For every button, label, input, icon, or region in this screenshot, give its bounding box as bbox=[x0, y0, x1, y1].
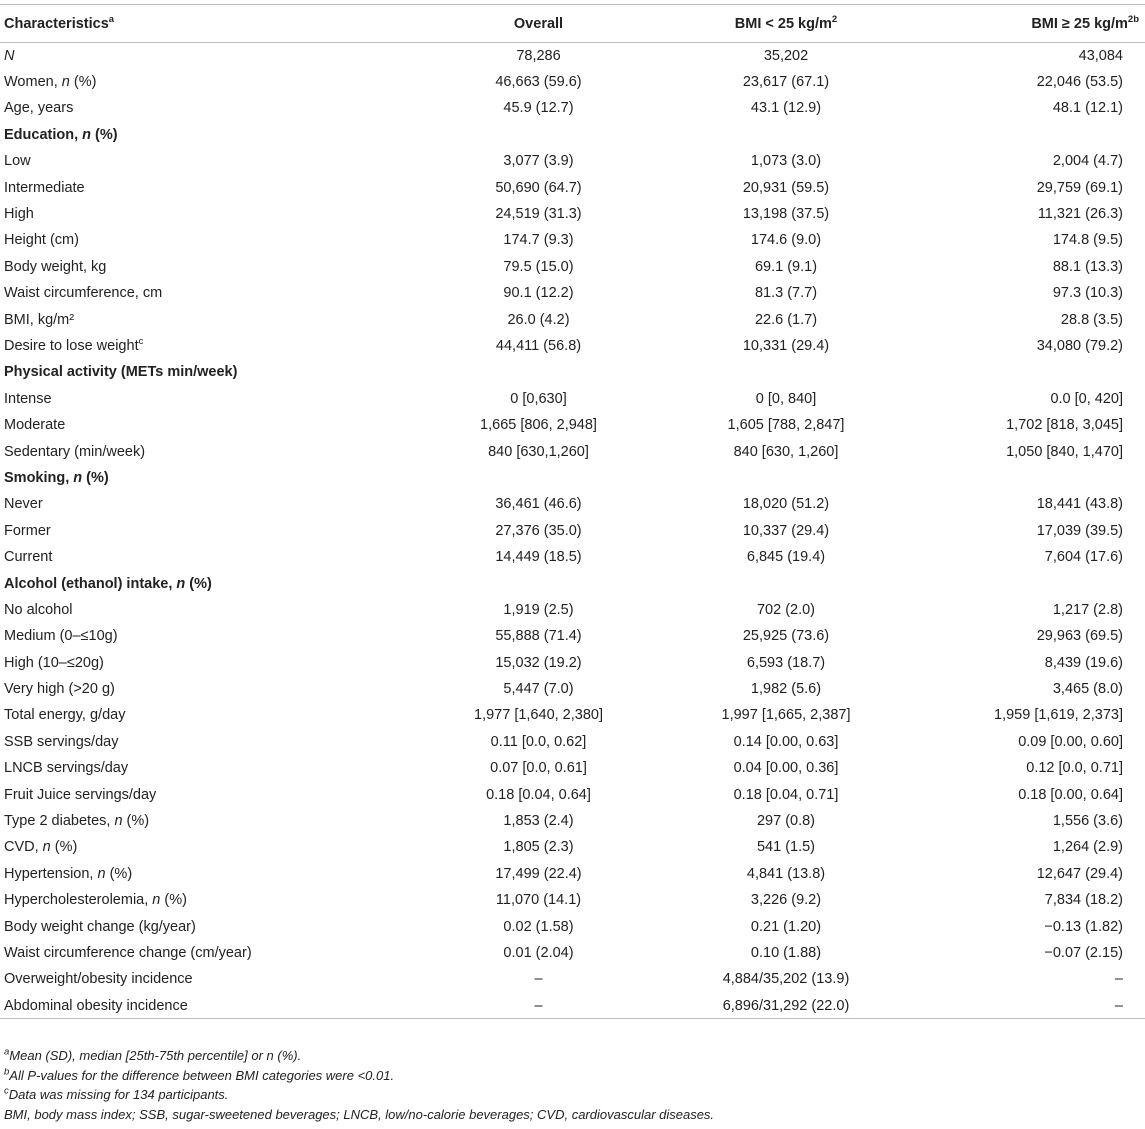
cell-bmi-ge25: 0.18 [0.00, 0.64] bbox=[1018, 786, 1123, 803]
cell-bmi-ge25: 34,080 (79.2) bbox=[1036, 337, 1123, 354]
cell-overall: 1,919 (2.5) bbox=[503, 601, 574, 618]
cell-bmi-ge25: 2,004 (4.7) bbox=[1052, 153, 1123, 170]
row-label: Current bbox=[4, 549, 53, 566]
cell-bmi-ge25 bbox=[911, 359, 1145, 385]
cell-bmi-lt25: 4,841 (13.8) bbox=[746, 865, 826, 882]
table-row bbox=[0, 518, 1145, 544]
cell-bmi-lt25: 43.1 (12.9) bbox=[750, 100, 822, 117]
cell-bmi-ge25: 29,963 (69.5) bbox=[1036, 628, 1123, 645]
row-label: Smoking, n (%) bbox=[4, 469, 109, 486]
cell-bmi-lt25: 702 (2.0) bbox=[756, 601, 816, 618]
cell-bmi-ge25 bbox=[911, 570, 1145, 596]
table-row bbox=[0, 623, 1145, 649]
cell-bmi-lt25: 0.10 (1.88) bbox=[750, 944, 822, 961]
table-row bbox=[0, 280, 1145, 306]
cell-overall: 36,461 (46.6) bbox=[495, 496, 582, 513]
cell-bmi-ge25: 12,647 (29.4) bbox=[1036, 865, 1123, 882]
row-label: Physical activity (METs min/week) bbox=[4, 364, 238, 381]
table-row bbox=[0, 808, 1145, 834]
table-row bbox=[0, 386, 1145, 412]
footnote: $^c$Data was missing for 134 participants. bbox=[4, 1085, 229, 1102]
cell-bmi-ge25: 174.8 (9.5) bbox=[1052, 232, 1123, 249]
table-row bbox=[0, 95, 1145, 121]
cell-bmi-lt25: 4,884/35,202 (13.9) bbox=[722, 971, 850, 988]
cell-bmi-lt25: 6,896/31,292 (22.0) bbox=[661, 993, 911, 1019]
cell-overall bbox=[416, 570, 661, 596]
row-label: Education, n (%) bbox=[4, 126, 118, 143]
row-label: Moderate bbox=[4, 417, 66, 434]
row-label: Low bbox=[4, 153, 31, 170]
cell-bmi-lt25: 6,845 (19.4) bbox=[746, 549, 826, 566]
cell-overall: 0.07 [0.0, 0.61] bbox=[490, 760, 587, 777]
cell-bmi-ge25: 29,759 (69.1) bbox=[1036, 179, 1123, 196]
table-row bbox=[0, 227, 1145, 253]
cell-bmi-lt25: 13,198 (37.5) bbox=[742, 206, 830, 223]
row-label: Fruit Juice servings/day bbox=[4, 786, 157, 803]
section-row bbox=[0, 359, 1145, 385]
cell-bmi-ge25: 1,264 (2.9) bbox=[1052, 839, 1123, 856]
cell-overall: 27,376 (35.0) bbox=[495, 522, 582, 539]
row-label: Never bbox=[4, 496, 43, 513]
table-row bbox=[0, 834, 1145, 860]
row-label: Alcohol (ethanol) intake, n (%) bbox=[4, 575, 212, 592]
cell-overall: 79.5 (15.0) bbox=[503, 258, 574, 275]
table-row bbox=[0, 702, 1145, 728]
row-label: Very high (>20 g) bbox=[4, 681, 115, 698]
row-label: Former bbox=[4, 522, 51, 539]
table-footnotes bbox=[4, 1046, 1134, 1124]
cell-overall: 46,663 (59.6) bbox=[495, 74, 582, 91]
cell-overall bbox=[416, 465, 661, 491]
table-row bbox=[0, 306, 1145, 332]
cell-overall: 17,499 (22.4) bbox=[495, 865, 582, 882]
cell-overall: 24,519 (31.3) bbox=[495, 206, 582, 223]
cell-bmi-lt25: 22.6 (1.7) bbox=[754, 311, 818, 328]
cell-bmi-lt25: 18,020 (51.2) bbox=[742, 496, 830, 513]
table-row bbox=[0, 438, 1145, 464]
cell-bmi-ge25: 1,556 (3.6) bbox=[1052, 813, 1123, 830]
header-bmi-lt25: BMI < 25 $kg/m^2$ bbox=[661, 5, 911, 43]
table-row bbox=[0, 887, 1145, 913]
table-row bbox=[0, 201, 1145, 227]
cell-bmi-lt25: 10,331 (29.4) bbox=[742, 337, 830, 354]
row-label: Body weight, kg bbox=[4, 258, 107, 275]
table-row bbox=[0, 597, 1145, 623]
cell-bmi-ge25: −0.13 (1.82) bbox=[1044, 918, 1123, 935]
cell-bmi-lt25: 23,617 (67.1) bbox=[742, 74, 830, 91]
table-row bbox=[0, 676, 1145, 702]
cell-bmi-ge25: 17,039 (39.5) bbox=[1036, 522, 1123, 539]
cell-overall: 0.01 (2.04) bbox=[503, 944, 574, 961]
cell-bmi-lt25: 69.1 (9.1) bbox=[754, 258, 818, 275]
row-label: BMI, kg/m² bbox=[4, 311, 75, 328]
cell-bmi-ge25: 8,439 (19.6) bbox=[1044, 654, 1123, 671]
table-row bbox=[0, 755, 1145, 781]
cell-bmi-lt25: 1,982 (5.6) bbox=[750, 681, 822, 698]
cell-bmi-lt25: 3,226 (9.2) bbox=[750, 892, 822, 909]
cell-bmi-lt25: 0.04 [0.00, 0.36] bbox=[733, 760, 839, 777]
row-label: Body weight change (kg/year) bbox=[4, 918, 196, 935]
cell-overall: 44,411 (56.8) bbox=[495, 337, 582, 354]
cell-bmi-ge25: 7,834 (18.2) bbox=[1044, 892, 1123, 909]
cell-bmi-ge25: – bbox=[1114, 971, 1123, 988]
table-row bbox=[0, 913, 1145, 939]
cell-bmi-ge25: 11,321 (26.3) bbox=[1037, 206, 1123, 223]
row-label: High bbox=[4, 206, 34, 223]
row-label: Overweight/obesity incidence bbox=[4, 971, 193, 988]
cell-bmi-ge25: 1,959 [1,619, 2,373] bbox=[994, 707, 1123, 724]
table-row bbox=[0, 544, 1145, 570]
cell-bmi-lt25: 6,593 (18.7) bbox=[746, 654, 826, 671]
table-row bbox=[0, 148, 1145, 174]
row-label: Desire to lose weight$^c$ bbox=[4, 336, 144, 354]
cell-bmi-ge25: −0.07 (2.15) bbox=[1044, 944, 1123, 961]
table-row bbox=[0, 781, 1145, 807]
table-row bbox=[0, 174, 1145, 200]
table-row bbox=[0, 993, 1145, 1019]
cell-overall: 50,690 (64.7) bbox=[495, 179, 582, 196]
cell-overall bbox=[416, 122, 661, 148]
cell-bmi-lt25: 840 [630, 1,260] bbox=[733, 443, 839, 460]
table-row bbox=[0, 729, 1145, 755]
cell-overall: 55,888 (71.4) bbox=[495, 628, 582, 645]
cell-overall: 1,805 (2.3) bbox=[503, 839, 574, 856]
cell-bmi-ge25: 22,046 (53.5) bbox=[1036, 74, 1123, 91]
row-label: Intermediate bbox=[4, 179, 85, 196]
cell-bmi-lt25: 35,202 bbox=[763, 47, 809, 64]
row-label: N bbox=[4, 47, 15, 64]
table-body bbox=[0, 43, 1145, 1019]
cell-overall bbox=[416, 359, 661, 385]
row-label: Waist circumference, cm bbox=[4, 285, 163, 302]
footnote: $^b$All P-values for the difference between BMI categories were <0.01. bbox=[4, 1066, 395, 1083]
table-row bbox=[0, 69, 1145, 95]
table-row bbox=[0, 940, 1145, 966]
cell-bmi-ge25: – bbox=[911, 993, 1145, 1019]
cell-overall: 1,977 [1,640, 2,380] bbox=[474, 707, 603, 724]
table-row bbox=[0, 412, 1145, 438]
cell-bmi-ge25: 0.0 [0, 420] bbox=[1050, 390, 1123, 407]
cell-bmi-ge25: 18,441 (43.8) bbox=[1036, 496, 1123, 513]
cell-bmi-ge25: 1,702 [818, 3,045] bbox=[1006, 417, 1123, 434]
cell-bmi-lt25: 0.21 (1.20) bbox=[750, 918, 822, 935]
cell-overall: 90.1 (12.2) bbox=[503, 285, 574, 302]
cell-bmi-ge25: 97.3 (10.3) bbox=[1052, 285, 1123, 302]
table-row bbox=[0, 43, 1145, 69]
cell-bmi-lt25 bbox=[661, 122, 911, 148]
cell-overall: 1,665 [806, 2,948] bbox=[480, 417, 597, 434]
table-row bbox=[0, 333, 1145, 359]
table-row bbox=[0, 491, 1145, 517]
cell-bmi-ge25: 0.09 [0.00, 0.60] bbox=[1018, 733, 1123, 750]
row-label: Waist circumference change (cm/year) bbox=[4, 944, 252, 961]
cell-bmi-lt25: 174.6 (9.0) bbox=[750, 232, 822, 249]
row-label: Medium (0–≤10g) bbox=[4, 628, 118, 645]
table-row bbox=[0, 861, 1145, 887]
cell-bmi-ge25: 48.1 (12.1) bbox=[1052, 100, 1123, 117]
cell-bmi-lt25: 1,605 [788, 2,847] bbox=[727, 417, 845, 434]
cell-bmi-ge25 bbox=[911, 122, 1145, 148]
cell-overall: 0.18 [0.04, 0.64] bbox=[486, 786, 591, 803]
cell-bmi-lt25: 0 [0, 840] bbox=[755, 390, 817, 407]
cell-overall: 5,447 (7.0) bbox=[503, 681, 574, 698]
cell-bmi-lt25: 297 (0.8) bbox=[756, 813, 816, 830]
row-label: Height (cm) bbox=[4, 232, 79, 249]
section-row bbox=[0, 465, 1145, 491]
cell-overall: 0.11 [0.0, 0.62] bbox=[490, 733, 587, 750]
row-label: Hypertension, n (%) bbox=[4, 865, 133, 882]
cell-bmi-ge25: 0.12 [0.0, 0.71] bbox=[1026, 760, 1123, 777]
cell-overall: 15,032 (19.2) bbox=[495, 654, 582, 671]
cell-overall: 1,853 (2.4) bbox=[503, 813, 574, 830]
cell-overall: 78,286 bbox=[516, 47, 561, 64]
cell-bmi-lt25: 1,073 (3.0) bbox=[750, 153, 822, 170]
cell-bmi-lt25: 1,997 [1,665, 2,387] bbox=[721, 707, 851, 724]
cell-overall: 840 [630,1,260] bbox=[488, 443, 589, 460]
cell-bmi-lt25 bbox=[661, 570, 911, 596]
section-row bbox=[0, 570, 1145, 596]
footnote: BMI, body mass index; SSB, sugar-sweetened beverages; LNCB, low/no-calorie beverages; CVD, cardiovascular diseases. bbox=[4, 1106, 715, 1122]
table-row bbox=[0, 649, 1145, 675]
table-row bbox=[0, 966, 1145, 992]
cell-overall: – bbox=[416, 993, 661, 1019]
header-characteristics: Characteristics$^a$ bbox=[0, 5, 416, 43]
cell-bmi-ge25: 43,084 bbox=[1078, 47, 1123, 64]
row-label: Intense bbox=[4, 390, 52, 407]
cell-bmi-ge25: 88.1 (13.3) bbox=[1052, 258, 1123, 275]
cell-bmi-lt25 bbox=[661, 465, 911, 491]
cell-bmi-lt25: 541 (1.5) bbox=[756, 839, 816, 856]
row-label: Hypercholesterolemia, n (%) bbox=[4, 892, 187, 909]
footnote: $^a$Mean (SD), median [25th-75th percentile] or n (%). bbox=[4, 1046, 302, 1063]
row-label: SSB servings/day bbox=[4, 733, 119, 750]
cell-overall: 174.7 (9.3) bbox=[503, 232, 574, 249]
cell-bmi-ge25 bbox=[911, 465, 1145, 491]
row-label: Age, years bbox=[4, 100, 74, 117]
table-header bbox=[0, 5, 1145, 43]
cell-bmi-ge25: 28.8 (3.5) bbox=[1060, 311, 1123, 328]
row-label: Sedentary (min/week) bbox=[4, 443, 146, 460]
header-bmi-ge25: BMI ≥ 25 $kg/m^{2b}$ bbox=[911, 5, 1145, 43]
cell-overall: – bbox=[534, 971, 543, 988]
cell-bmi-ge25: 1,050 [840, 1,470] bbox=[1006, 443, 1123, 460]
cell-overall: 45.9 (12.7) bbox=[503, 100, 574, 117]
characteristics-table bbox=[0, 4, 1145, 1019]
cell-bmi-ge25: 7,604 (17.6) bbox=[1044, 549, 1123, 566]
header-overall: Overall bbox=[416, 5, 661, 43]
cell-overall: 11,070 (14.1) bbox=[495, 892, 582, 909]
row-label: High (10–≤20g) bbox=[4, 654, 104, 671]
row-label: No alcohol bbox=[4, 601, 73, 618]
cell-overall: 3,077 (3.9) bbox=[503, 153, 574, 170]
cell-bmi-ge25: 3,465 (8.0) bbox=[1052, 681, 1123, 698]
cell-bmi-lt25: 0.14 [0.00, 0.63] bbox=[733, 733, 839, 750]
cell-bmi-lt25: 10,337 (29.4) bbox=[742, 522, 830, 539]
row-label: Abdominal obesity incidence bbox=[0, 993, 416, 1019]
cell-bmi-lt25 bbox=[661, 359, 911, 385]
cell-overall: 0 [0,630] bbox=[510, 390, 567, 407]
row-label: Total energy, g/day bbox=[4, 707, 126, 724]
cell-bmi-ge25: 1,217 (2.8) bbox=[1052, 601, 1123, 618]
table-row bbox=[0, 254, 1145, 280]
cell-bmi-lt25: 25,925 (73.6) bbox=[742, 628, 830, 645]
row-label: CVD, n (%) bbox=[4, 839, 78, 856]
cell-bmi-lt25: 0.18 [0.04, 0.71] bbox=[733, 786, 839, 803]
cell-overall: 26.0 (4.2) bbox=[507, 311, 570, 328]
row-label: Type 2 diabetes, n (%) bbox=[4, 813, 150, 830]
section-row bbox=[0, 122, 1145, 148]
cell-bmi-lt25: 20,931 (59.5) bbox=[742, 179, 830, 196]
row-label: LNCB servings/day bbox=[4, 760, 129, 777]
cell-overall: 0.02 (1.58) bbox=[503, 918, 574, 935]
row-label: Women, n (%) bbox=[4, 74, 97, 91]
header-row bbox=[0, 5, 1145, 43]
cell-bmi-lt25: 81.3 (7.7) bbox=[754, 285, 818, 302]
cell-overall: 14,449 (18.5) bbox=[495, 549, 582, 566]
